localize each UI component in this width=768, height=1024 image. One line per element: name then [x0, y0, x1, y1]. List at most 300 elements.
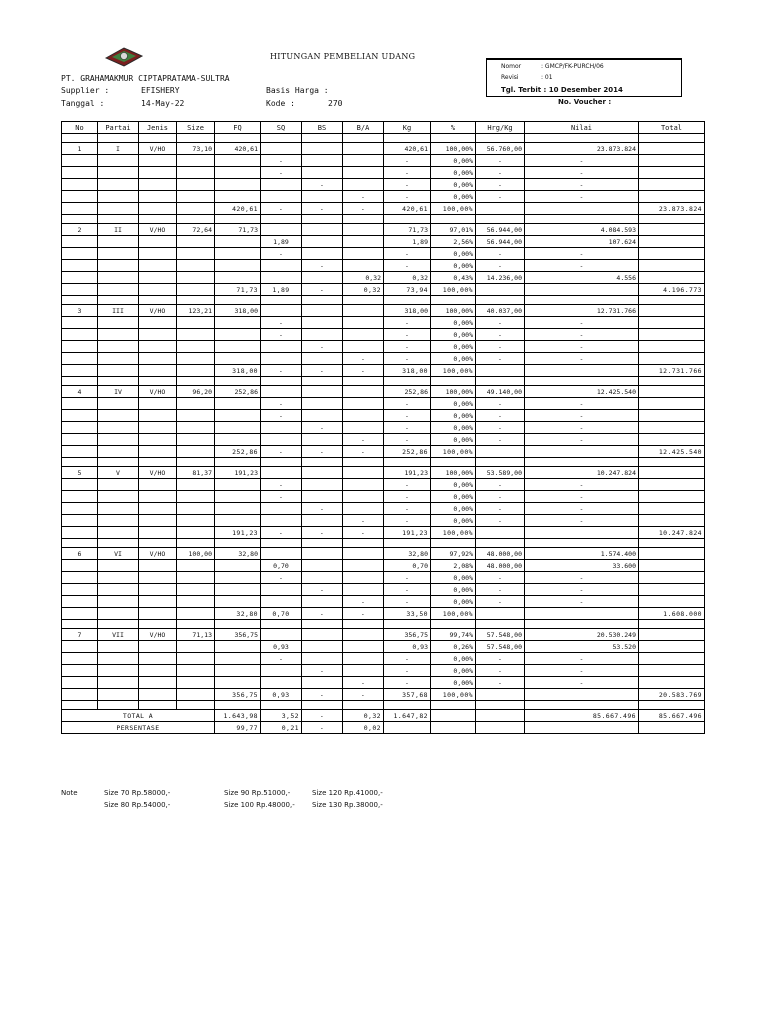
cell-bs [302, 353, 343, 365]
cell-bs: - [302, 689, 343, 701]
cell-sq: - [261, 203, 302, 215]
cell-kg: - [384, 398, 431, 410]
cell-kg: - [384, 572, 431, 584]
spacer-cell [525, 458, 639, 467]
cell-size [177, 353, 215, 365]
cell-percent: 0,00% [431, 515, 476, 527]
cell-kg: - [384, 317, 431, 329]
cell-fq: 252,86 [215, 386, 261, 398]
cell-total [639, 572, 705, 584]
cell-partai [98, 260, 139, 272]
table-row [62, 317, 705, 329]
cell-size [177, 515, 215, 527]
cell-no [62, 329, 98, 341]
cell-size [177, 203, 215, 215]
cell-ba [343, 248, 384, 260]
cell-fq [215, 353, 261, 365]
cell-total [639, 398, 705, 410]
tanggal-label: Tanggal : [61, 99, 105, 108]
header-sq: SQ [261, 122, 302, 134]
cell-no [62, 479, 98, 491]
spacer-cell [431, 701, 476, 710]
cell-jenis [139, 203, 177, 215]
cell-total [639, 665, 705, 677]
table-row [62, 422, 705, 434]
cell-percent: 0,00% [431, 434, 476, 446]
spacer-cell [302, 620, 343, 629]
cell-hrg-kg: - [476, 653, 525, 665]
header-bs: BS [302, 122, 343, 134]
cell-jenis [139, 398, 177, 410]
cell-total [639, 386, 705, 398]
document-title: HITUNGAN PEMBELIAN UDANG [270, 52, 416, 61]
document-info-box [486, 58, 682, 97]
table-row [62, 665, 705, 677]
cell-no [62, 665, 98, 677]
cell-partai [98, 503, 139, 515]
cell-hrg-kg [476, 527, 525, 539]
cell-hrg-kg: - [476, 353, 525, 365]
cell-bs [302, 248, 343, 260]
spacer-cell [98, 296, 139, 305]
cell-partai: VII [98, 629, 139, 641]
cell-bs: - [302, 284, 343, 296]
cell-fq [215, 596, 261, 608]
cell-percent: 0,00% [431, 422, 476, 434]
cell-bs [302, 305, 343, 317]
cell-sq [261, 179, 302, 191]
cell-kg: - [384, 422, 431, 434]
cell-size: 71,13 [177, 629, 215, 641]
cell-partai [98, 155, 139, 167]
cell-percent: 0,00% [431, 596, 476, 608]
cell-nilai: 4.556 [525, 272, 639, 284]
spacer-cell [177, 701, 215, 710]
persentase-empty [476, 722, 525, 734]
cell-percent: 0,00% [431, 491, 476, 503]
cell-bs: - [302, 422, 343, 434]
cell-kg: 73,94 [384, 284, 431, 296]
spacer-cell [261, 296, 302, 305]
spacer-cell [384, 215, 431, 224]
cell-jenis [139, 608, 177, 620]
cell-jenis: V/HO [139, 629, 177, 641]
table-row [62, 191, 705, 203]
spacer-cell [476, 377, 525, 386]
cell-size [177, 446, 215, 458]
cell-size [177, 167, 215, 179]
cell-jenis [139, 248, 177, 260]
cell-size [177, 527, 215, 539]
cell-ba [343, 422, 384, 434]
spacer-cell [431, 377, 476, 386]
cell-kg: 71,73 [384, 224, 431, 236]
spacer-cell [384, 701, 431, 710]
spacer-cell [525, 701, 639, 710]
cell-bs [302, 515, 343, 527]
cell-size [177, 341, 215, 353]
cell-ba: - [343, 689, 384, 701]
cell-partai [98, 677, 139, 689]
cell-size [177, 410, 215, 422]
cell-nilai [525, 203, 639, 215]
cell-partai: II [98, 224, 139, 236]
cell-no [62, 179, 98, 191]
cell-nilai: - [525, 191, 639, 203]
cell-percent: 0,00% [431, 653, 476, 665]
cell-hrg-kg: - [476, 584, 525, 596]
cell-total [639, 596, 705, 608]
cell-jenis [139, 410, 177, 422]
cell-fq [215, 329, 261, 341]
cell-size: 100,00 [177, 548, 215, 560]
cell-jenis [139, 317, 177, 329]
cell-no [62, 260, 98, 272]
cell-sq: - [261, 446, 302, 458]
cell-size [177, 317, 215, 329]
cell-sq [261, 422, 302, 434]
cell-percent: 0,00% [431, 410, 476, 422]
table-row [62, 236, 705, 248]
cell-total [639, 515, 705, 527]
spacer-cell [302, 458, 343, 467]
cell-percent: 97,92% [431, 548, 476, 560]
spacer-cell [431, 134, 476, 143]
cell-kg: - [384, 515, 431, 527]
cell-kg: - [384, 665, 431, 677]
spacer-cell [261, 539, 302, 548]
spacer-cell [177, 134, 215, 143]
persentase-sq: 0,21 [261, 722, 302, 734]
cell-sq: 0,93 [261, 689, 302, 701]
voucher-label: No. Voucher : [558, 98, 612, 106]
cell-ba: - [343, 365, 384, 377]
spacer-cell [639, 620, 705, 629]
cell-total [639, 584, 705, 596]
table-row [62, 272, 705, 284]
cell-sq [261, 677, 302, 689]
supplier-value: EFISHERY [141, 86, 180, 95]
cell-size [177, 584, 215, 596]
cell-fq [215, 479, 261, 491]
cell-kg: 33,50 [384, 608, 431, 620]
cell-ba [343, 179, 384, 191]
cell-kg: 357,68 [384, 689, 431, 701]
spacer-cell [476, 620, 525, 629]
cell-ba [343, 653, 384, 665]
cell-fq: 32,80 [215, 608, 261, 620]
cell-jenis [139, 665, 177, 677]
cell-partai [98, 236, 139, 248]
note-item: Size 90 Rp.51000,- [224, 789, 291, 797]
spacer-row [62, 215, 705, 224]
cell-kg: 318,00 [384, 305, 431, 317]
cell-total [639, 422, 705, 434]
cell-percent: 0,00% [431, 479, 476, 491]
cell-total [639, 434, 705, 446]
cell-nilai: 20.530.249 [525, 629, 639, 641]
cell-jenis [139, 446, 177, 458]
cell-fq: 71,73 [215, 284, 261, 296]
cell-sq [261, 548, 302, 560]
total-a-hrg [476, 710, 525, 722]
cell-nilai: - [525, 353, 639, 365]
cell-percent: 0,00% [431, 665, 476, 677]
persentase-bs: - [302, 722, 343, 734]
cell-jenis: V/HO [139, 305, 177, 317]
persentase-fq: 99,77 [215, 722, 261, 734]
cell-ba [343, 155, 384, 167]
note-item: Size 100 Rp.48000,- [224, 801, 295, 809]
cell-total [639, 560, 705, 572]
cell-kg: - [384, 329, 431, 341]
cell-size [177, 608, 215, 620]
cell-fq [215, 422, 261, 434]
cell-sq: - [261, 167, 302, 179]
cell-ba [343, 629, 384, 641]
cell-ba: - [343, 515, 384, 527]
cell-hrg-kg: - [476, 167, 525, 179]
spacer-row [62, 620, 705, 629]
cell-kg: - [384, 179, 431, 191]
spacer-row [62, 539, 705, 548]
persentase-empty [639, 722, 705, 734]
cell-nilai: - [525, 596, 639, 608]
cell-jenis [139, 560, 177, 572]
table-row [62, 305, 705, 317]
table-row [62, 167, 705, 179]
spacer-cell [525, 134, 639, 143]
cell-percent: 0,00% [431, 167, 476, 179]
cell-hrg-kg: - [476, 341, 525, 353]
cell-jenis [139, 341, 177, 353]
spacer-cell [476, 458, 525, 467]
spacer-cell [384, 620, 431, 629]
cell-ba [343, 305, 384, 317]
cell-nilai: 12.731.766 [525, 305, 639, 317]
company-name: PT. GRAHAMAKMUR CIPTAPRATAMA-SULTRA [61, 74, 230, 83]
cell-jenis: V/HO [139, 467, 177, 479]
cell-hrg-kg [476, 689, 525, 701]
cell-bs [302, 386, 343, 398]
cell-total [639, 224, 705, 236]
cell-nilai: 12.425.540 [525, 386, 639, 398]
persentase-empty [384, 722, 431, 734]
spacer-cell [98, 539, 139, 548]
cell-fq: 252,86 [215, 446, 261, 458]
cell-jenis [139, 689, 177, 701]
cell-fq [215, 260, 261, 272]
header-no: No [62, 122, 98, 134]
cell-partai: I [98, 143, 139, 155]
cell-size [177, 272, 215, 284]
cell-ba [343, 572, 384, 584]
cell-nilai [525, 608, 639, 620]
cell-kg: 356,75 [384, 629, 431, 641]
table-row [62, 677, 705, 689]
cell-kg: 0,93 [384, 641, 431, 653]
cell-total [639, 179, 705, 191]
cell-fq: 420,61 [215, 203, 261, 215]
cell-partai: V [98, 467, 139, 479]
cell-percent: 100,00% [431, 203, 476, 215]
cell-ba [343, 260, 384, 272]
cell-ba [343, 167, 384, 179]
cell-sq: 1,89 [261, 236, 302, 248]
spacer-cell [525, 296, 639, 305]
cell-partai [98, 410, 139, 422]
cell-bs [302, 317, 343, 329]
spacer-cell [62, 539, 98, 548]
cell-nilai: - [525, 653, 639, 665]
cell-kg: - [384, 167, 431, 179]
cell-size [177, 329, 215, 341]
purchase-table-wrapper [61, 121, 704, 734]
subtotal-row [62, 608, 705, 620]
cell-size: 96,20 [177, 386, 215, 398]
cell-hrg-kg [476, 608, 525, 620]
cell-kg: 191,23 [384, 467, 431, 479]
cell-partai [98, 398, 139, 410]
spacer-cell [639, 539, 705, 548]
spacer-cell [343, 620, 384, 629]
cell-fq [215, 341, 261, 353]
cell-nilai: - [525, 341, 639, 353]
cell-sq [261, 515, 302, 527]
cell-nilai [525, 527, 639, 539]
cell-sq [261, 596, 302, 608]
cell-sq [261, 143, 302, 155]
cell-nilai: - [525, 167, 639, 179]
cell-fq [215, 179, 261, 191]
cell-bs [302, 572, 343, 584]
cell-fq [215, 503, 261, 515]
cell-kg: - [384, 410, 431, 422]
cell-no [62, 446, 98, 458]
spacer-cell [98, 458, 139, 467]
cell-partai [98, 248, 139, 260]
cell-kg: 32,80 [384, 548, 431, 560]
cell-size [177, 179, 215, 191]
cell-percent: 2,56% [431, 236, 476, 248]
cell-percent: 0,26% [431, 641, 476, 653]
cell-ba [343, 329, 384, 341]
cell-no [62, 515, 98, 527]
cell-ba [343, 236, 384, 248]
cell-no [62, 365, 98, 377]
cell-nilai [525, 689, 639, 701]
cell-kg: - [384, 341, 431, 353]
note-item: Size 130 Rp.38000,- [312, 801, 383, 809]
cell-total [639, 653, 705, 665]
cell-jenis [139, 653, 177, 665]
cell-jenis [139, 527, 177, 539]
spacer-cell [62, 296, 98, 305]
spacer-cell [62, 134, 98, 143]
cell-ba [343, 479, 384, 491]
spacer-cell [431, 620, 476, 629]
cell-nilai [525, 365, 639, 377]
header-partai: Partai [98, 122, 139, 134]
subtotal-row [62, 689, 705, 701]
cell-hrg-kg: - [476, 260, 525, 272]
cell-fq [215, 248, 261, 260]
cell-no [62, 584, 98, 596]
cell-total [639, 317, 705, 329]
cell-sq: - [261, 248, 302, 260]
table-row [62, 398, 705, 410]
cell-percent: 100,00% [431, 527, 476, 539]
cell-bs [302, 155, 343, 167]
cell-size [177, 596, 215, 608]
cell-bs [302, 653, 343, 665]
cell-hrg-kg: - [476, 317, 525, 329]
cell-percent: 0,00% [431, 341, 476, 353]
cell-kg: 420,61 [384, 203, 431, 215]
cell-hrg-kg: - [476, 248, 525, 260]
cell-kg: - [384, 653, 431, 665]
cell-size [177, 572, 215, 584]
spacer-cell [343, 296, 384, 305]
cell-partai [98, 665, 139, 677]
cell-no: 3 [62, 305, 98, 317]
cell-hrg-kg: - [476, 191, 525, 203]
cell-sq: - [261, 155, 302, 167]
cell-partai [98, 341, 139, 353]
cell-total: 20.583.769 [639, 689, 705, 701]
table-row [62, 503, 705, 515]
cell-bs [302, 236, 343, 248]
spacer-cell [139, 134, 177, 143]
cell-fq [215, 572, 261, 584]
cell-percent: 0,00% [431, 248, 476, 260]
cell-kg: - [384, 677, 431, 689]
spacer-cell [261, 377, 302, 386]
cell-percent: 100,00% [431, 305, 476, 317]
cell-size [177, 560, 215, 572]
table-header-row [62, 122, 705, 134]
cell-size [177, 653, 215, 665]
table-row [62, 224, 705, 236]
nomor-value: : GMCP/FK-PURCH/06 [541, 63, 604, 70]
cell-sq: - [261, 491, 302, 503]
header-fq: FQ [215, 122, 261, 134]
cell-sq: - [261, 527, 302, 539]
cell-percent: 97,01% [431, 224, 476, 236]
subtotal-row [62, 527, 705, 539]
spacer-cell [215, 458, 261, 467]
spacer-row [62, 134, 705, 143]
cell-jenis [139, 365, 177, 377]
cell-ba [343, 491, 384, 503]
cell-bs [302, 398, 343, 410]
cell-sq: 0,70 [261, 560, 302, 572]
cell-sq [261, 584, 302, 596]
cell-jenis [139, 677, 177, 689]
cell-partai [98, 479, 139, 491]
cell-jenis [139, 353, 177, 365]
persentase-empty [431, 722, 476, 734]
cell-total [639, 503, 705, 515]
spacer-cell [302, 215, 343, 224]
cell-hrg-kg [476, 365, 525, 377]
cell-size [177, 479, 215, 491]
cell-total [639, 341, 705, 353]
cell-size [177, 434, 215, 446]
total-a-sq: 3,52 [261, 710, 302, 722]
cell-hrg-kg: 56.944,00 [476, 224, 525, 236]
cell-hrg-kg: - [476, 515, 525, 527]
